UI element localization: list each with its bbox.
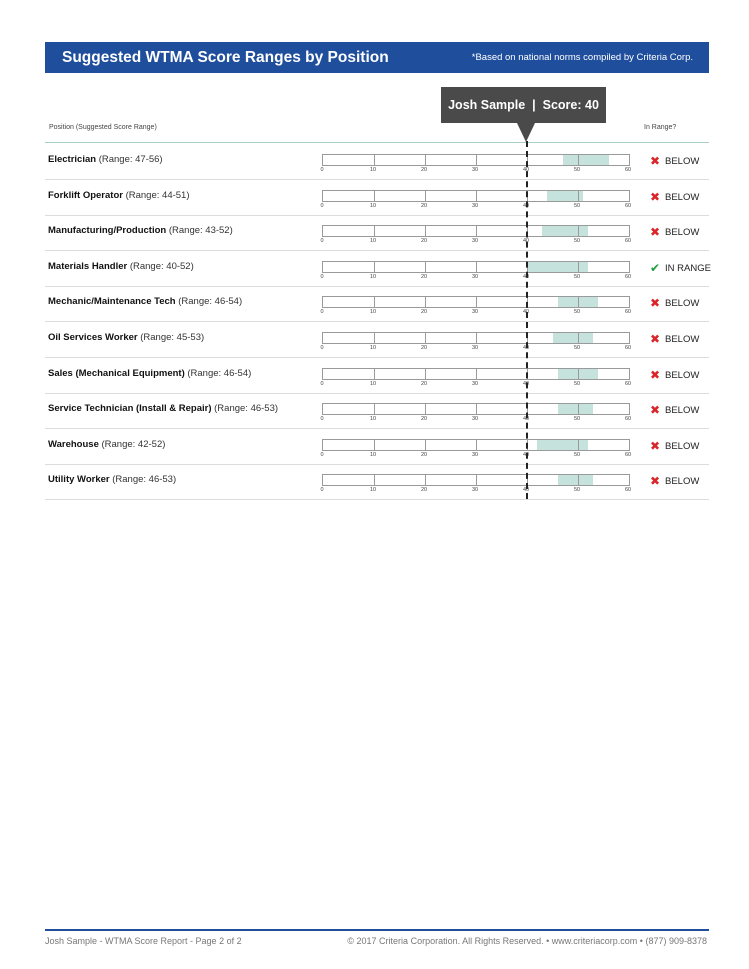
scale-tick-label: 60 (624, 167, 632, 173)
scale-tick-label: 10 (369, 416, 377, 423)
scale-tick-label: 10 (369, 487, 377, 494)
scale-tick-label: 30 (471, 309, 479, 316)
suggested-range-band (558, 475, 594, 485)
scale-tick-label: 10 (369, 238, 377, 245)
scale-tick-label: 40 (522, 273, 530, 280)
scale-tick (578, 333, 579, 343)
score-range-bar (322, 439, 630, 451)
x-icon: ✖ (650, 332, 661, 346)
scale-tick-label: 30 (471, 345, 479, 351)
scale-tick-label: 60 (624, 273, 632, 280)
scale-tick-label: 20 (420, 167, 428, 173)
status-text: BELOW (665, 405, 700, 417)
position-name: Utility Worker (48, 474, 110, 486)
scale-tick (374, 297, 375, 307)
status-text: BELOW (665, 156, 700, 167)
scale-tick (476, 191, 477, 201)
scale-tick (476, 475, 477, 485)
in-range-status (650, 225, 699, 239)
scale-tick (578, 191, 579, 201)
scale-tick-label: 50 (573, 487, 581, 494)
in-range-status (650, 439, 699, 453)
table-row (45, 428, 709, 465)
scale-tick-label: 60 (624, 202, 632, 209)
position-label (48, 225, 233, 236)
scale-tick-label: 50 (573, 167, 581, 173)
scale-tick (476, 333, 477, 343)
scale-tick-label: 50 (573, 202, 581, 209)
scale-tick (476, 226, 477, 236)
status-text: BELOW (665, 227, 700, 239)
scale-tick-label: 0 (320, 167, 324, 173)
position-range: (Range: 46-54) (187, 367, 252, 379)
scale-tick (374, 475, 375, 485)
scale-tick (425, 191, 426, 201)
scale-tick (476, 297, 477, 307)
table-row (45, 357, 709, 394)
scale-tick-label: 30 (471, 167, 479, 173)
position-name: Manufacturing/Production (48, 225, 167, 237)
scale-tick (425, 369, 426, 379)
scale-tick-label: 30 (471, 273, 479, 280)
scale-tick (476, 404, 477, 414)
score-range-bar (322, 261, 630, 273)
scale-tick-label: 20 (420, 345, 428, 351)
in-range-status (650, 190, 699, 204)
position-range: (Range: 42-52) (101, 438, 166, 450)
scale-tick (476, 440, 477, 450)
score-range-bar (322, 296, 630, 308)
position-name: Sales (Mechanical Equipment) (48, 367, 185, 379)
column-label-in-range: In Range? (644, 124, 677, 131)
scale-tick-label: 60 (624, 380, 632, 387)
scale-tick (476, 369, 477, 379)
position-name: Electrician (48, 154, 97, 165)
scale-tick-label: 10 (369, 273, 377, 280)
scale-tick (476, 262, 477, 272)
scale-tick-label: 40 (522, 487, 530, 494)
scale-tick (425, 226, 426, 236)
scale-tick-label: 0 (320, 380, 324, 387)
scale-tick (425, 440, 426, 450)
in-range-status (650, 296, 699, 310)
scale-tick-label: 0 (320, 416, 324, 423)
position-range: (Range: 40-52) (129, 260, 194, 272)
scale-tick-label: 0 (320, 238, 324, 245)
position-range: (Range: 46-53) (112, 474, 177, 486)
scale-tick (425, 475, 426, 485)
status-text: BELOW (665, 298, 700, 310)
scale-tick-label: 40 (522, 380, 530, 387)
position-range: (Range: 43-52) (168, 225, 233, 237)
scale-tick-label: 20 (420, 487, 428, 494)
position-label (48, 332, 204, 343)
scale-tick-label: 0 (320, 202, 324, 209)
score-marker-line (526, 141, 528, 499)
scale-tick (578, 155, 579, 165)
scale-tick (374, 226, 375, 236)
status-text: IN RANGE (665, 262, 711, 274)
in-range-status (650, 474, 699, 488)
status-text: BELOW (665, 440, 700, 452)
scale-tick-label: 60 (624, 309, 632, 316)
scale-tick-label: 40 (522, 309, 530, 316)
position-label (48, 261, 194, 272)
scale-tick (374, 369, 375, 379)
suggested-range-band (537, 440, 588, 450)
score-range-bar (322, 368, 630, 380)
scale-tick (374, 155, 375, 165)
scale-tick-label: 60 (624, 238, 632, 245)
scale-tick-label: 30 (471, 238, 479, 245)
scale-tick (425, 333, 426, 343)
scale-tick (425, 262, 426, 272)
scale-tick-label: 20 (420, 380, 428, 387)
score-range-bar (322, 474, 630, 486)
scale-tick-label: 20 (420, 451, 428, 458)
scale-tick-label: 10 (369, 167, 377, 173)
scale-tick (374, 404, 375, 414)
position-range: (Range: 47-56) (98, 154, 163, 165)
in-range-status (650, 332, 699, 346)
scale-tick-label: 60 (624, 487, 632, 494)
x-icon: ✖ (650, 438, 661, 453)
scale-tick (425, 155, 426, 165)
position-range: (Range: 45-53) (140, 332, 205, 343)
scale-tick-label: 40 (522, 345, 530, 351)
scale-tick-label: 40 (522, 238, 530, 245)
table-row (45, 214, 709, 251)
footer-right: © 2017 Criteria Corporation. All Rights Reserved. • www.criteriacorp.com • (877) 909-8378 (347, 936, 707, 946)
status-text: BELOW (665, 369, 700, 381)
scale-tick-label: 30 (471, 451, 479, 458)
suggested-range-band (527, 262, 588, 272)
header-title: Suggested WTMA Score Ranges by Position (62, 49, 389, 66)
position-range: (Range: 44-51) (125, 189, 190, 201)
position-label (48, 296, 242, 307)
footer-divider (45, 929, 709, 931)
scale-tick-label: 40 (522, 451, 530, 458)
scale-tick-label: 0 (320, 345, 324, 351)
scale-tick (578, 262, 579, 272)
scale-tick-label: 20 (420, 416, 428, 423)
table-row (45, 179, 709, 216)
position-name: Warehouse (48, 438, 99, 450)
position-name: Materials Handler (48, 260, 128, 272)
scale-tick-label: 10 (369, 451, 377, 458)
scale-tick-label: 50 (573, 451, 581, 458)
score-range-bar (322, 190, 630, 202)
scale-tick-label: 0 (320, 487, 324, 494)
status-text: BELOW (665, 476, 700, 488)
scale-tick-label: 0 (320, 309, 324, 316)
score-range-bar (322, 225, 630, 237)
suggested-range-band (563, 155, 609, 165)
scale-tick (374, 333, 375, 343)
scale-tick (578, 369, 579, 379)
x-icon: ✖ (650, 154, 661, 168)
scale-tick-label: 50 (573, 416, 581, 423)
scale-tick-label: 20 (420, 238, 428, 245)
in-range-status (650, 403, 699, 417)
table-row (45, 250, 709, 287)
in-range-status (650, 154, 699, 168)
table-row (45, 392, 709, 429)
scale-tick-label: 10 (369, 380, 377, 387)
x-icon: ✖ (650, 367, 661, 382)
score-range-bar (322, 403, 630, 415)
column-label-position: Position (Suggested Score Range) (49, 124, 157, 131)
scale-tick-label: 20 (420, 309, 428, 316)
position-range: (Range: 46-54) (178, 296, 243, 308)
suggested-range-band (558, 404, 594, 414)
table-row (45, 285, 709, 322)
scale-tick-label: 30 (471, 416, 479, 423)
header-note: *Based on national norms compiled by Criteria Corp. (471, 52, 693, 63)
position-label (48, 439, 165, 450)
position-name: Service Technician (Install & Repair) (48, 403, 212, 415)
scale-tick (374, 262, 375, 272)
table-row (45, 321, 709, 358)
scale-tick-label: 30 (471, 202, 479, 209)
x-icon: ✖ (650, 403, 661, 418)
scale-tick-label: 10 (369, 345, 377, 351)
scale-tick-label: 10 (369, 309, 377, 316)
scale-tick (374, 440, 375, 450)
x-icon: ✖ (650, 296, 661, 311)
scale-tick-label: 50 (573, 380, 581, 387)
scale-tick-label: 50 (573, 238, 581, 245)
check-icon: ✔ (650, 260, 661, 275)
scale-tick (476, 155, 477, 165)
score-callout: Josh Sample | Score: 40 (441, 87, 606, 123)
scale-tick-label: 0 (320, 451, 324, 458)
report-header (45, 42, 709, 73)
status-text: BELOW (665, 334, 700, 345)
in-range-status (650, 368, 699, 382)
position-label (48, 403, 278, 414)
scale-tick-label: 50 (573, 273, 581, 280)
scale-tick-label: 20 (420, 273, 428, 280)
scale-tick-label: 60 (624, 416, 632, 423)
suggested-range-band (553, 333, 594, 343)
scale-tick (425, 404, 426, 414)
scale-tick-label: 30 (471, 380, 479, 387)
scale-tick (578, 297, 579, 307)
in-range-status (650, 261, 711, 275)
x-icon: ✖ (650, 225, 661, 240)
scale-tick-label: 10 (369, 202, 377, 209)
footer-left: Josh Sample - WTMA Score Report - Page 2 of 2 (45, 936, 242, 946)
table-row (45, 143, 709, 180)
scale-tick-label: 40 (522, 416, 530, 423)
scale-tick (578, 475, 579, 485)
scale-tick-label: 60 (624, 451, 632, 458)
scale-tick-label: 50 (573, 309, 581, 316)
position-label (48, 474, 176, 485)
score-range-bar (322, 332, 630, 344)
x-icon: ✖ (650, 189, 661, 204)
scale-tick (374, 191, 375, 201)
scale-tick-label: 60 (624, 345, 632, 351)
position-range: (Range: 46-53) (214, 403, 279, 415)
scale-tick-label: 20 (420, 202, 428, 209)
position-name: Mechanic/Maintenance Tech (48, 296, 176, 308)
scale-tick-label: 40 (522, 202, 530, 209)
position-name: Oil Services Worker (48, 332, 138, 343)
scale-tick-label: 30 (471, 487, 479, 494)
x-icon: ✖ (650, 474, 661, 489)
suggested-range-band (542, 226, 588, 236)
position-label (48, 368, 251, 379)
scale-tick-label: 0 (320, 273, 324, 280)
position-label (48, 190, 190, 201)
scale-tick-label: 40 (522, 167, 530, 173)
score-range-bar (322, 154, 630, 166)
position-name: Forklift Operator (48, 189, 123, 201)
scale-tick (578, 440, 579, 450)
scale-tick (425, 297, 426, 307)
score-callout-pointer (517, 123, 535, 142)
scale-tick-label: 50 (573, 345, 581, 351)
status-text: BELOW (665, 191, 700, 203)
scale-tick (578, 226, 579, 236)
position-label (48, 154, 163, 165)
scale-tick (578, 404, 579, 414)
table-row (45, 463, 709, 500)
